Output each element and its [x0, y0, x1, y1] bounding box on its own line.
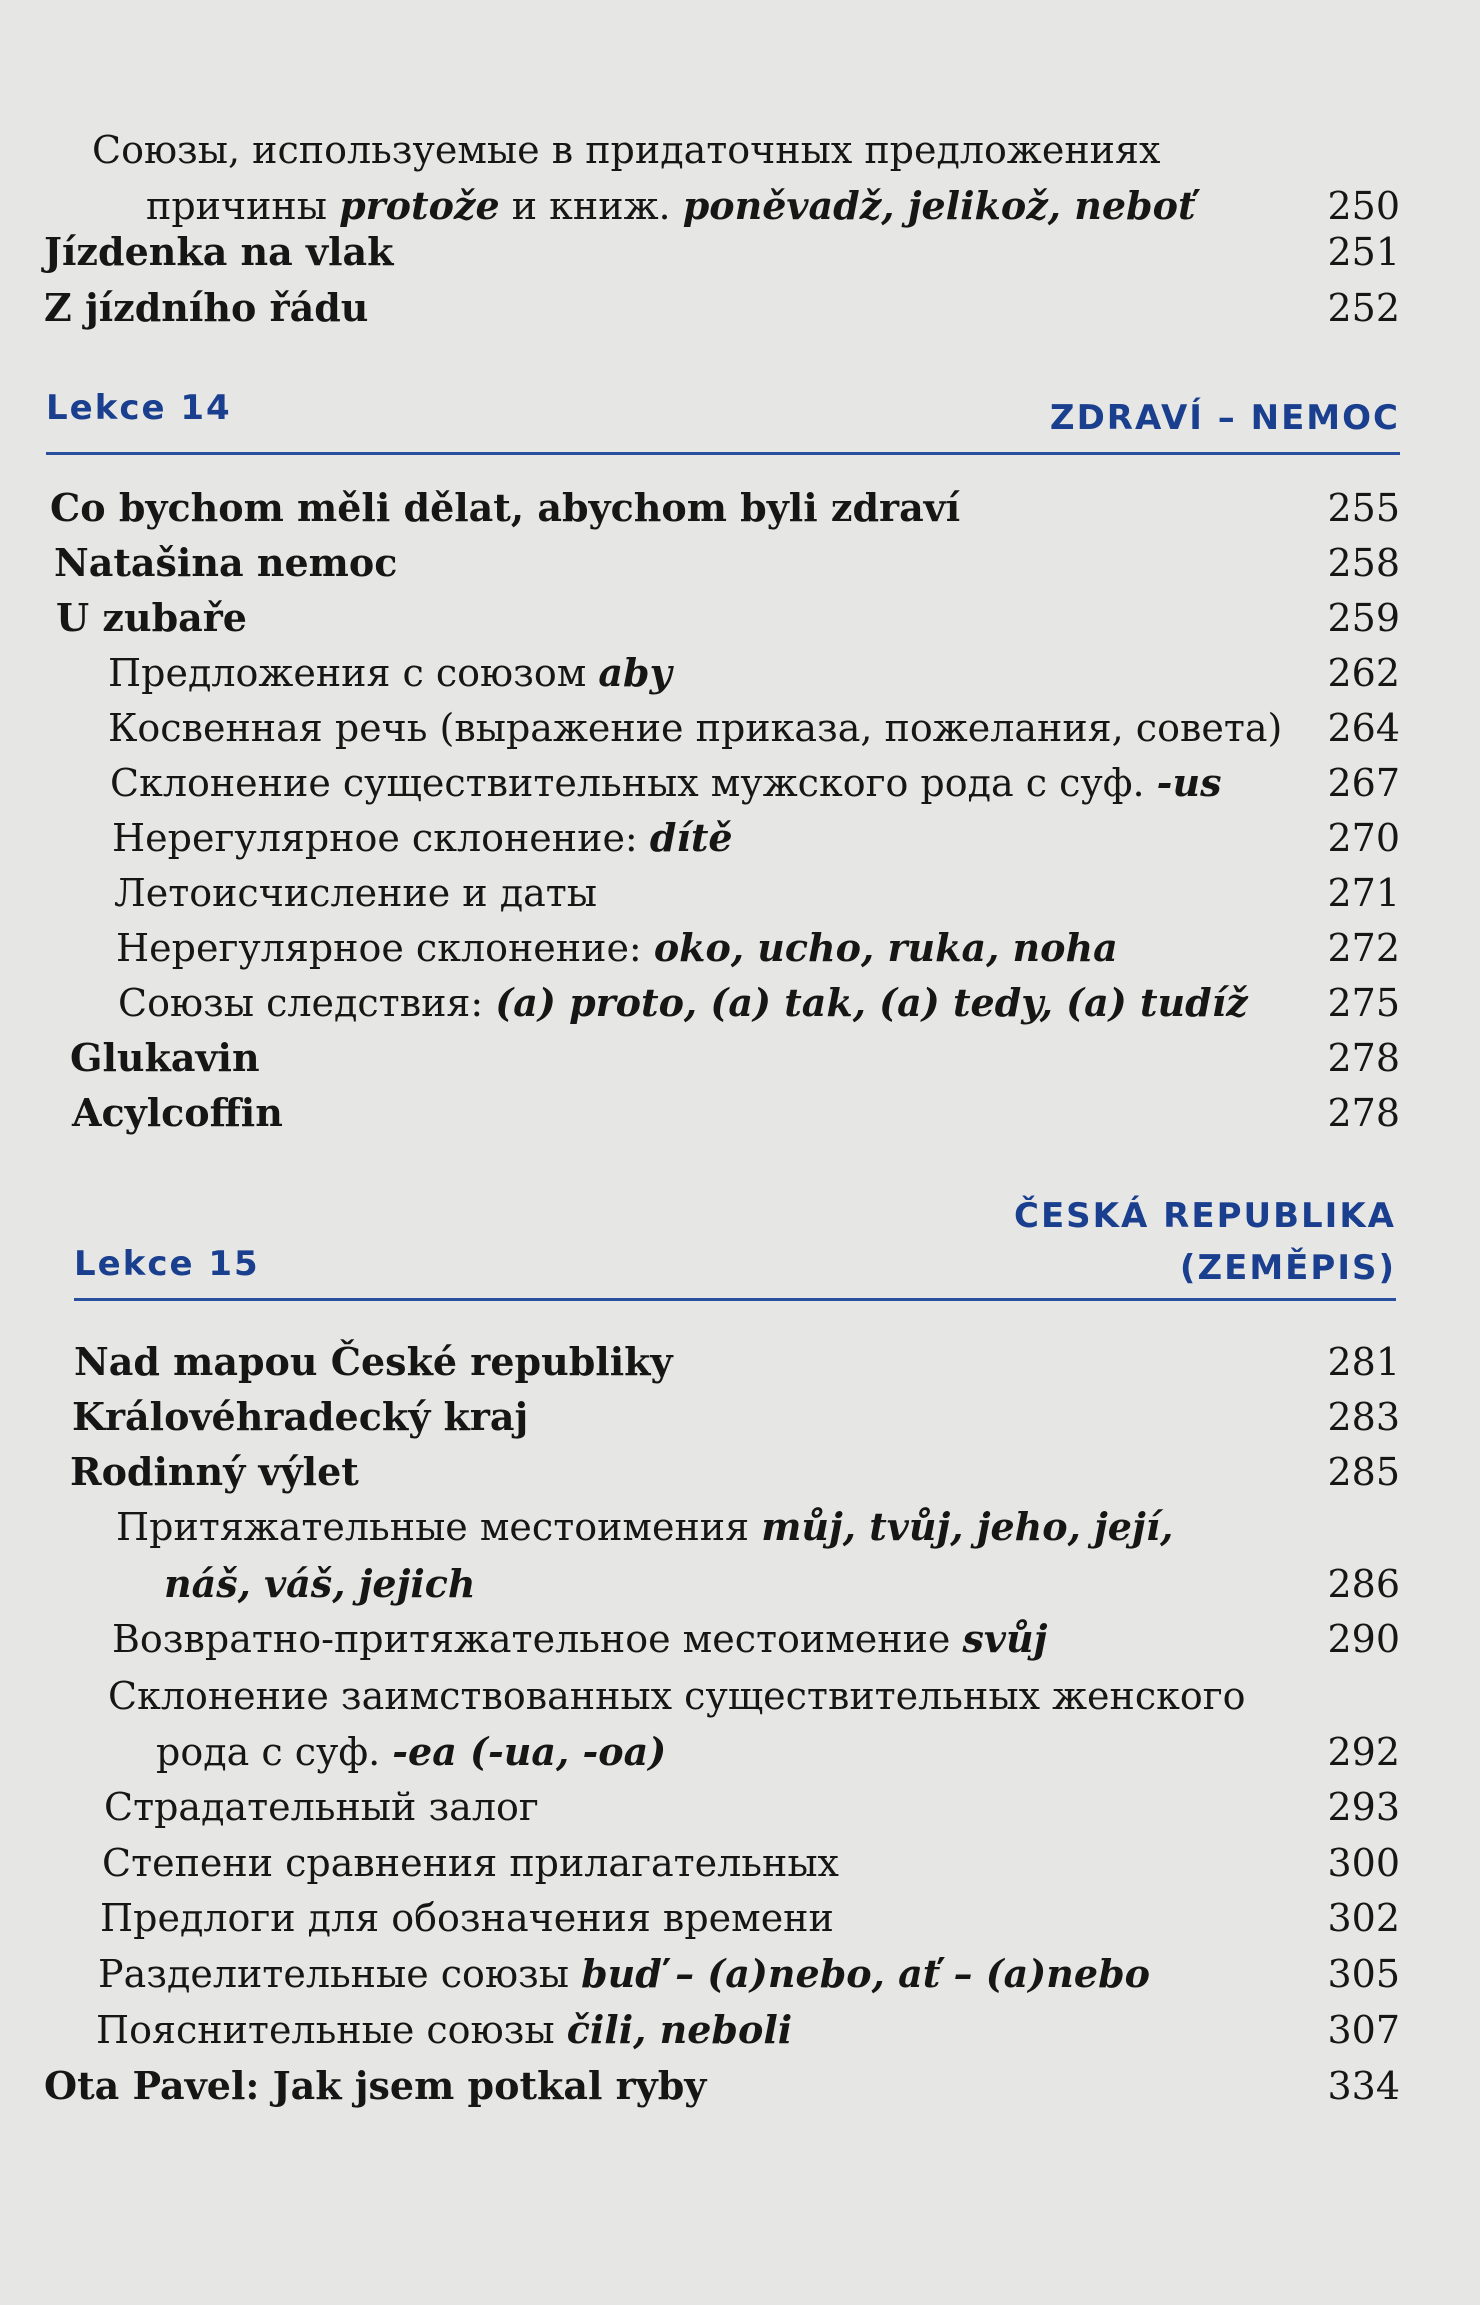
- entry-title: [0, 922, 1118, 974]
- entry-text: рода с суф.: [156, 1730, 393, 1774]
- toc-sub-entry-line1: [108, 1670, 1246, 1722]
- toc-main-entry[interactable]: [0, 1336, 1400, 1388]
- entry-title: Co bychom měli dělat, abychom byli zdraví: [50, 485, 961, 530]
- toc-sub-entry[interactable]: [0, 1781, 1400, 1833]
- entry-title: Z jízdního řádu: [44, 285, 369, 330]
- page-number: 290: [1327, 1617, 1400, 1661]
- entry-text: Страдательный залог: [104, 1785, 539, 1829]
- entry-emphasis: oko, ucho, ruka, noha: [653, 925, 1118, 970]
- toc-sub-entry-line1: [116, 1501, 1173, 1553]
- page-number: 275: [1327, 981, 1400, 1025]
- page-number: 307: [1327, 2008, 1400, 2052]
- entry-title: [0, 812, 733, 864]
- entry-emphasis: protože: [339, 183, 500, 228]
- lesson-15-header: [74, 1190, 1396, 1294]
- entry-text: Склонение существительных мужского рода с суф.: [110, 761, 1157, 805]
- page-number: 283: [1327, 1395, 1400, 1439]
- toc-sub-entry[interactable]: [0, 1948, 1400, 2000]
- toc-sub-entry[interactable]: [0, 1613, 1400, 1665]
- entry-title: [0, 647, 672, 699]
- entry-title: [0, 1948, 1150, 2000]
- toc-main-entry[interactable]: [0, 1087, 1400, 1139]
- toc-sub-entry[interactable]: [0, 977, 1400, 1029]
- entry-title: [0, 1726, 666, 1778]
- entry-title: [0, 2004, 792, 2056]
- entry-title: [0, 867, 597, 919]
- page-number: 334: [1327, 2064, 1400, 2108]
- entry-emphasis: čili, neboli: [566, 2007, 793, 2052]
- page-number: 251: [1327, 230, 1400, 274]
- page-number: 255: [1327, 486, 1400, 530]
- toc-sub-entry[interactable]: [0, 812, 1400, 864]
- entry-text: Союзы следствия:: [118, 981, 496, 1025]
- page-number: 250: [1327, 184, 1400, 228]
- lesson-topic: ČESKÁ REPUBLIKA: [1014, 1196, 1396, 1236]
- toc-main-entry[interactable]: [0, 226, 1400, 278]
- toc-sub-entry[interactable]: [0, 1892, 1400, 1944]
- entry-emphasis: -us: [1156, 760, 1222, 805]
- entry-title: Ota Pavel: Jak jsem potkal ryby: [44, 2063, 707, 2108]
- entry-text: Степени сравнения прилагательных: [102, 1841, 839, 1885]
- entry-title: Glukavin: [70, 1035, 260, 1080]
- lesson-label: Lekce 15: [74, 1244, 260, 1284]
- toc-main-entry[interactable]: [0, 1446, 1400, 1498]
- entry-text: Возвратно-притяжательное местоимение: [112, 1617, 963, 1661]
- entry-title: [0, 180, 1196, 232]
- entry-text: Склонение заимствованных существительных женского: [108, 1674, 1246, 1718]
- toc-main-entry[interactable]: [0, 537, 1400, 589]
- toc-main-entry[interactable]: [0, 592, 1400, 644]
- entry-title: [0, 1613, 1047, 1665]
- entry-emphasis: náš, váš, jejich: [164, 1561, 476, 1606]
- page-number: 267: [1327, 761, 1400, 805]
- entry-text: Союзы, используемые в придаточных предложениях: [92, 128, 1161, 172]
- toc-main-entry[interactable]: [0, 282, 1400, 334]
- entry-text: Косвенная речь (выражение приказа, пожелания, совета): [108, 706, 1283, 750]
- page-number: 293: [1327, 1785, 1400, 1829]
- lesson-topic-subtitle: (ZEMĚPIS): [1179, 1248, 1396, 1288]
- entry-text: Предложения с союзом: [108, 651, 599, 695]
- toc-sub-entry[interactable]: [0, 647, 1400, 699]
- page-number: 292: [1327, 1730, 1400, 1774]
- entry-title: [0, 757, 1221, 809]
- entry-text: Притяжательные местоимения: [116, 1505, 762, 1549]
- toc-sub-entry-line1: [92, 124, 1160, 176]
- entry-emphasis: svůj: [962, 1616, 1048, 1661]
- page-number: 278: [1327, 1036, 1400, 1080]
- entry-emphasis: (a) proto, (a) tak, (a) tedy, (a) tudíž: [495, 980, 1248, 1025]
- entry-text: Нерегулярное склонение:: [112, 816, 650, 860]
- toc-sub-entry[interactable]: [0, 757, 1400, 809]
- lesson-14-header: [46, 388, 1400, 448]
- entry-title: [0, 977, 1248, 1029]
- toc-sub-entry[interactable]: [0, 1558, 1400, 1610]
- page-number: 270: [1327, 816, 1400, 860]
- lesson-topic: ZDRAVÍ – NEMOC: [1049, 398, 1400, 438]
- entry-title: Nad mapou České republiky: [74, 1339, 673, 1384]
- page-number: 252: [1327, 286, 1400, 330]
- page-number: 286: [1327, 1562, 1400, 1606]
- page-number: 285: [1327, 1450, 1400, 1494]
- page-number: 281: [1327, 1340, 1400, 1384]
- toc-sub-entry[interactable]: [0, 922, 1400, 974]
- entry-title: Rodinný výlet: [70, 1449, 359, 1494]
- page-number: 300: [1327, 1841, 1400, 1885]
- page-number: 302: [1327, 1896, 1400, 1940]
- entry-emphasis: poněvadž, jelikož, neboť: [682, 183, 1196, 228]
- entry-title: U zubaře: [56, 595, 247, 640]
- lesson-divider: [74, 1298, 1396, 1301]
- entry-text: и книж.: [499, 184, 683, 228]
- lesson-label: Lekce 14: [46, 388, 232, 428]
- page-number: 264: [1327, 706, 1400, 750]
- toc-sub-entry[interactable]: [0, 702, 1400, 754]
- entry-title: Natašina nemoc: [54, 540, 398, 585]
- entry-emphasis: aby: [598, 650, 672, 695]
- entry-emphasis: buď – (a)nebo, ať – (a)nebo: [581, 1951, 1151, 1996]
- entry-text: причины: [146, 184, 340, 228]
- entry-emphasis: -ea (-ua, -oa): [392, 1729, 667, 1774]
- entry-text: Предлоги для обозначения времени: [100, 1896, 834, 1940]
- entry-text: Нерегулярное склонение:: [116, 926, 654, 970]
- entry-title: [0, 1892, 834, 1944]
- toc-main-entry[interactable]: [0, 1391, 1400, 1443]
- page-number: 258: [1327, 541, 1400, 585]
- page-number: 305: [1327, 1952, 1400, 1996]
- entry-title: Jízdenka na vlak: [44, 229, 394, 274]
- entry-text: Разделительные союзы: [98, 1952, 582, 1996]
- toc-sub-entry[interactable]: [0, 2004, 1400, 2056]
- page-number: 271: [1327, 871, 1400, 915]
- toc-main-entry[interactable]: [0, 2060, 1400, 2112]
- lesson-divider: [46, 452, 1400, 455]
- toc-sub-entry[interactable]: [0, 1837, 1400, 1889]
- page-number: 272: [1327, 926, 1400, 970]
- entry-title: [0, 702, 1282, 754]
- toc-sub-entry[interactable]: [0, 1726, 1400, 1778]
- entry-title: Královéhradecký kraj: [72, 1394, 529, 1439]
- entry-title: [0, 1781, 539, 1833]
- page-number: 262: [1327, 651, 1400, 695]
- entry-emphasis: můj, tvůj, jeho, její,: [761, 1504, 1174, 1549]
- toc-main-entry[interactable]: [0, 482, 1400, 534]
- page-number: 278: [1327, 1091, 1400, 1135]
- page-number: 259: [1327, 596, 1400, 640]
- toc-main-entry[interactable]: [0, 1032, 1400, 1084]
- entry-title: [0, 1558, 476, 1610]
- entry-emphasis: dítě: [649, 815, 733, 860]
- toc-sub-entry[interactable]: [0, 867, 1400, 919]
- toc-sub-entry[interactable]: [0, 180, 1400, 232]
- entry-title: [0, 1837, 839, 1889]
- entry-text: Пояснительные союзы: [96, 2008, 567, 2052]
- entry-title: Acylcoffin: [72, 1090, 283, 1135]
- entry-text: Летоисчисление и даты: [114, 871, 598, 915]
